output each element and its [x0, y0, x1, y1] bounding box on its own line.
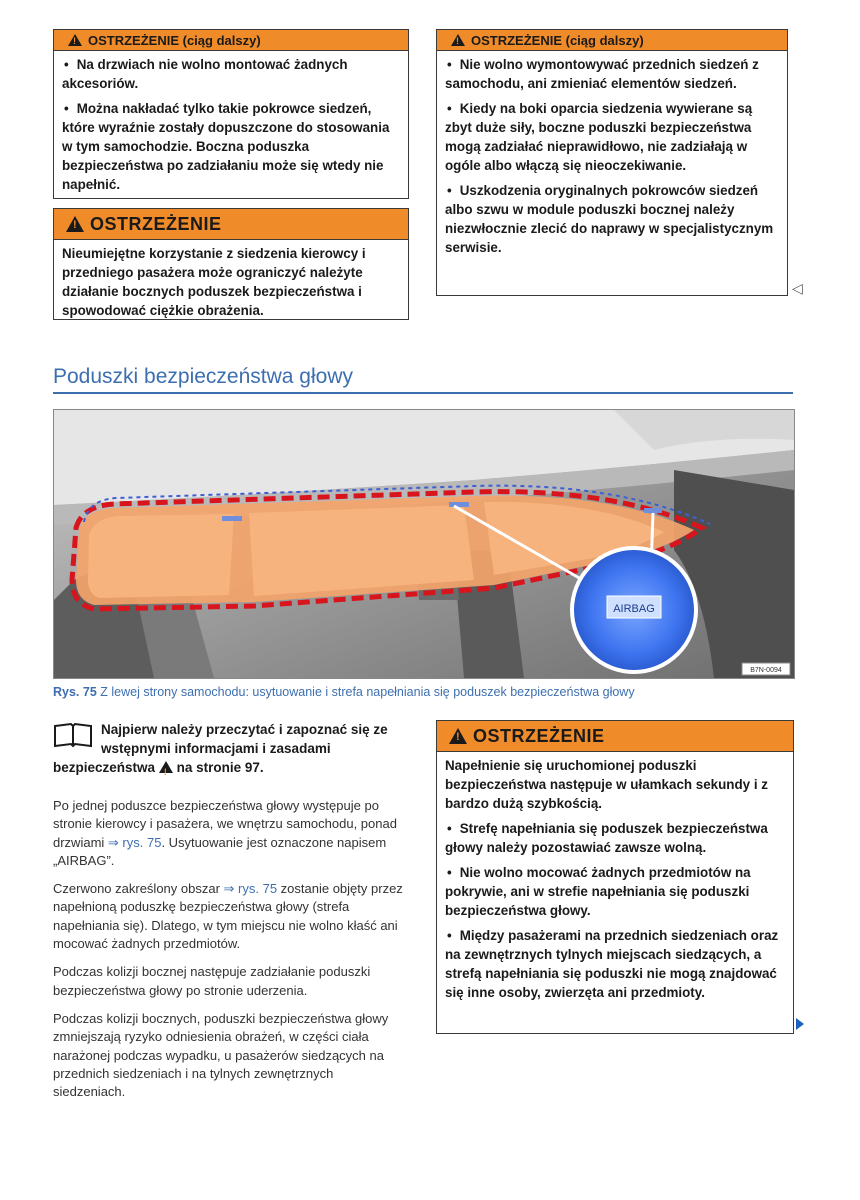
- warning-header: [437, 30, 787, 51]
- warning-body: [54, 51, 408, 200]
- airbag-figure: [53, 409, 795, 679]
- warning-item: • Strefę napełniania się poduszek bezpieczeństwa głowy należy pozostawiać zawsze wolną.: [445, 819, 785, 857]
- warning-triangle-icon: [68, 34, 82, 46]
- warning-intro: Napełnienie się uruchomionej poduszki bezpieczeństwa następuje w ułamkach sekundy i z bardzo dużą szybkością.: [445, 758, 768, 811]
- paragraph-text: . Usytuowanie jest oznaczone napisem „AIRBAG”.: [53, 834, 387, 868]
- warning-item: • Nie wolno wymontowywać przednich siedzeń z samochodu, ani zmieniać elementów siedzeń.: [445, 55, 779, 93]
- paragraph-text: zostanie objęty przez napełnioną poduszkę bezpieczeństwa głowy (strefa napełniania się). Dlatego, w tym miejscu nie wolno kłaść ani mocować żadnych przedmiotów.: [53, 881, 403, 952]
- figure-link[interactable]: ⇒ rys. 75: [107, 834, 162, 850]
- warning-item: • Można nakładać tylko takie pokrowce siedzeń, które wyraźnie zostały dopuszczone do stosowania w tym samochodzie. Boczna poduszka bezpieczeństwa po zadziałaniu może się wtedy nie napełnić.: [62, 99, 400, 194]
- warning-triangle-icon: [451, 34, 465, 46]
- body-text: [53, 797, 408, 1111]
- warning-item: • Między pasażerami na przednich siedzeniach oraz na zewnętrznych tylnych miejscach siedzących, a strefą napełniania się poduszki nie mogą znajdować się inne osoby, zwierzęta ani przedmioty.: [445, 926, 785, 1002]
- figure-code: B7N-0094: [750, 667, 782, 674]
- section-title: Poduszki bezpieczeństwa głowy: [53, 365, 353, 388]
- read-first-note: [53, 720, 403, 777]
- car-interior-illustration: [54, 410, 794, 678]
- warning-box-seats: [53, 208, 409, 320]
- paragraph-text: Czerwono zakreślony obszar: [53, 881, 224, 897]
- note-text: Najpierw należy przeczytać i zapoznać się ze wstępnymi informacjami i zasadami bezpieczeństwa: [53, 722, 388, 775]
- note-page-ref[interactable]: na stronie 97.: [176, 760, 264, 775]
- warning-triangle-icon: [66, 216, 84, 232]
- warning-body: [437, 752, 793, 1008]
- book-icon: [53, 722, 93, 748]
- warning-header: [437, 721, 793, 752]
- warning-triangle-icon: [159, 761, 173, 773]
- back-arrow-icon: ◁: [792, 280, 803, 296]
- continue-arrow-icon: [796, 1018, 804, 1030]
- figure-number: Rys. 75: [53, 685, 97, 699]
- paragraph: Podczas kolizji bocznych, poduszki bezpieczeństwa głowy zmniejszają ryzyko odniesienia obrażeń, w części ciała narażonej podczas wypadku, u pasażerów siedzących na przednich siedzeniach i na tylnych zewnętrznych siedzeniach.: [53, 1010, 389, 1100]
- paragraph-text: Po jednej poduszce bezpieczeństwa głowy występuje po stronie kierowcy i pasażera, we wnętrzu samochodu, ponad drzwiami: [53, 798, 397, 850]
- warning-heading: OSTRZEŻENIE: [473, 725, 605, 746]
- warning-item: • Uszkodzenia oryginalnych pokrowców siedzeń albo szwu w module poduszki bocznej należy niezwłocznie zlecić do naprawy w specjalistycznym serwisie.: [445, 181, 779, 257]
- warning-item: • Na drzwiach nie wolno montować żadnych akcesoriów.: [62, 55, 400, 93]
- warning-body: [437, 51, 787, 263]
- figure-caption-text: Z lewej strony samochodu: usytuowanie i strefa napełniania się poduszek bezpieczeństwa głowy: [96, 685, 635, 699]
- paragraph: Podczas kolizji bocznej następuje zadziałanie poduszki bezpieczeństwa głowy po stronie uderzenia.: [53, 964, 371, 998]
- warning-triangle-icon: [449, 728, 467, 744]
- warning-box-continued-right: [436, 29, 788, 296]
- warning-item: • Kiedy na boki oparcia siedzenia wywierane są zbyt duże siły, boczne poduszki bezpieczeństwa mogą zadziałać nieprawidłowo, nie zadziałają w ogóle albo włączą się nieoczekiwanie.: [445, 99, 779, 175]
- warning-heading: OSTRZEŻENIE (ciąg dalszy): [88, 32, 261, 48]
- figure-caption: [53, 685, 635, 699]
- warning-header: [54, 30, 408, 51]
- warning-box-continued-left: [53, 29, 409, 199]
- warning-body: [54, 240, 408, 326]
- warning-item: • Nie wolno mocować żadnych przedmiotów na pokrywie, ani w strefie napełniania się poduszki bezpieczeństwa głowy.: [445, 863, 785, 920]
- figure-link[interactable]: ⇒ rys. 75: [223, 881, 278, 897]
- warning-header: [54, 209, 408, 240]
- paragraph: [53, 880, 408, 953]
- warning-text: Nieumiejętne korzystanie z siedzenia kierowcy i przedniego pasażera może ograniczyć należyte działanie bocznych poduszek bezpieczeństwa i spowodować ciężkie obrażenia.: [62, 246, 366, 318]
- warning-heading: OSTRZEŻENIE: [90, 213, 222, 234]
- warning-heading: OSTRZEŻENIE (ciąg dalszy): [471, 32, 644, 48]
- paragraph: [53, 797, 408, 870]
- airbag-label: AIRBAG: [613, 603, 655, 615]
- section-divider: [53, 392, 793, 394]
- warning-box-head-airbags: [436, 720, 794, 1034]
